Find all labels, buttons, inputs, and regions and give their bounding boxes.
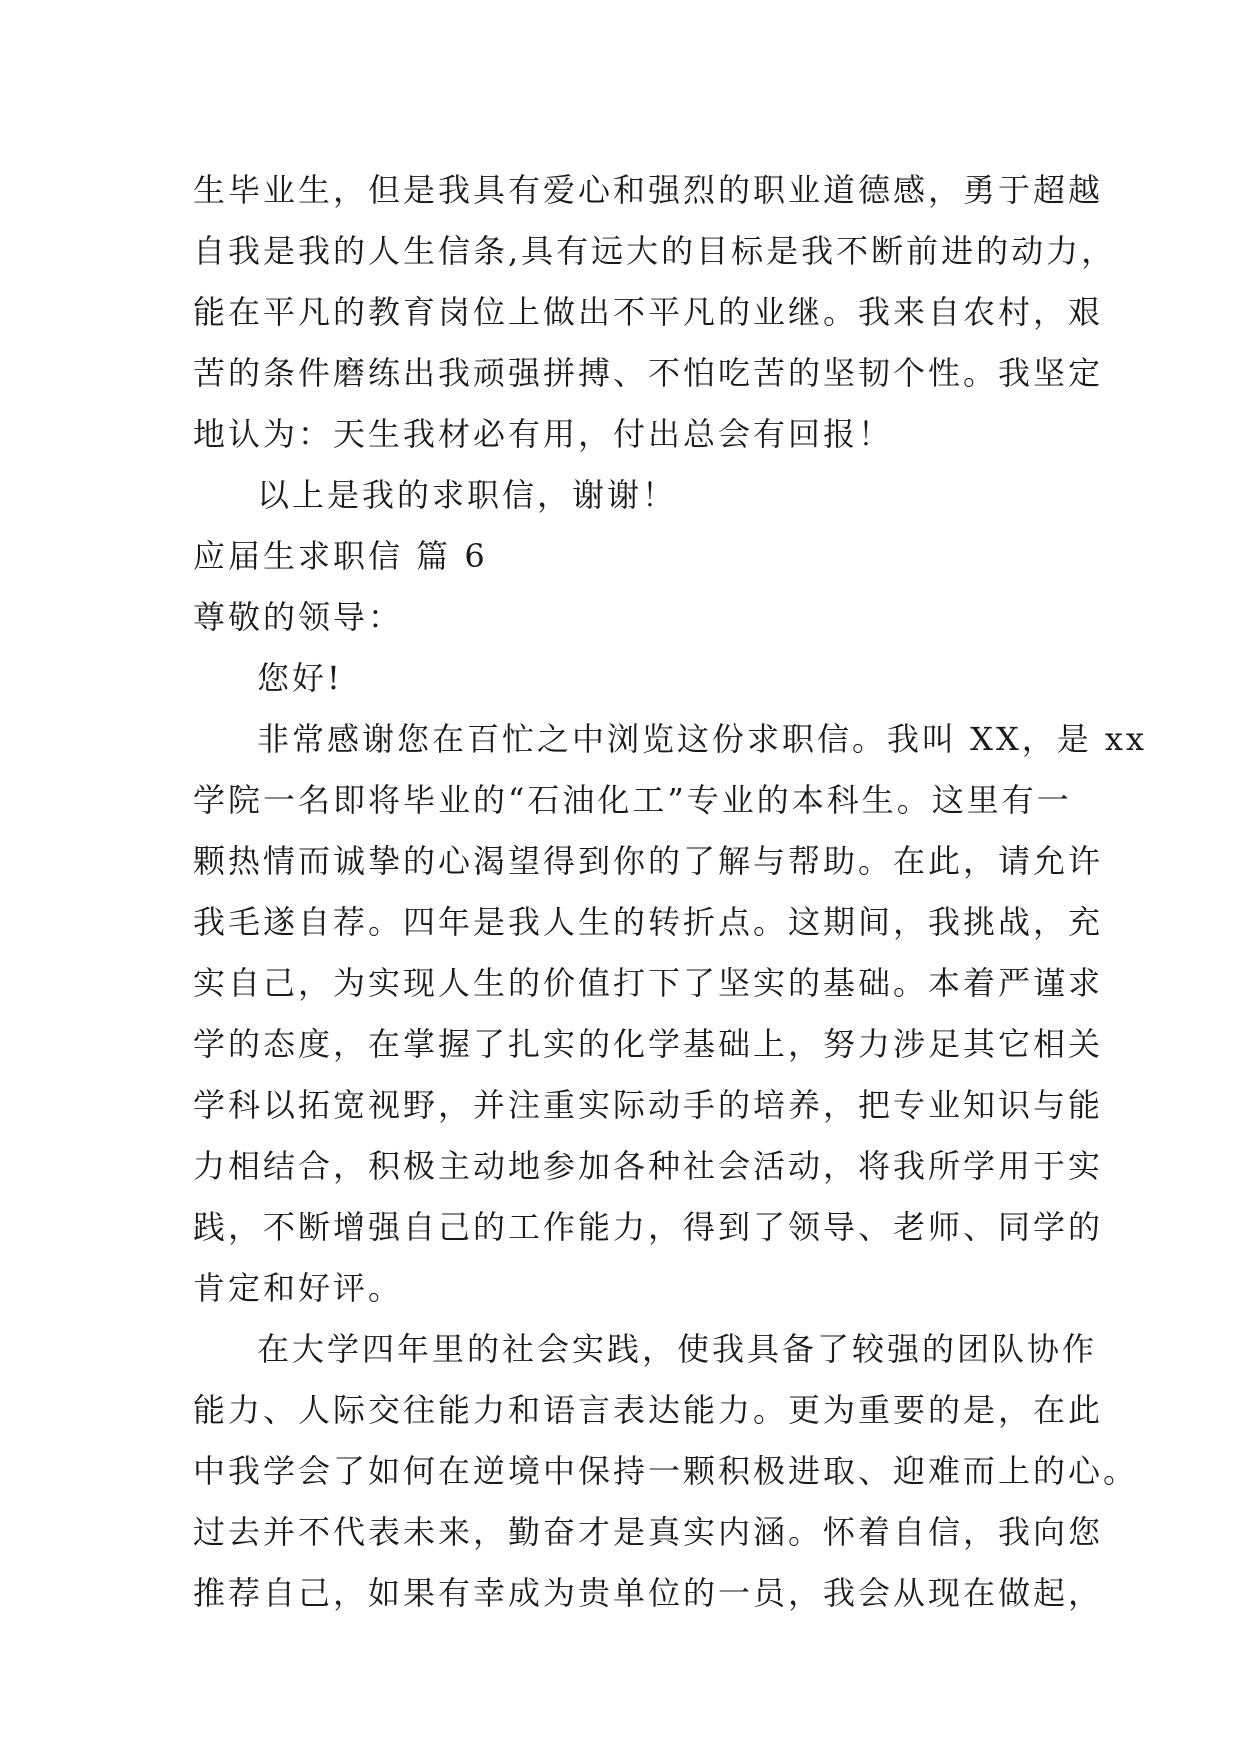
text-line: 自我是我的人生信条,具有远大的目标是我不断前进的动力，	[193, 232, 1117, 270]
text-line: 学科以拓宽视野，并注重实际动手的培养，把专业知识与能	[193, 1086, 1104, 1124]
text-line: 地认为：天生我材必有用，付出总会有回报！	[193, 415, 894, 453]
text-line: 推荐自己，如果有幸成为贵单位的一员，我会从现在做起，	[193, 1574, 1104, 1612]
text-line: 能力、人际交往能力和语言表达能力。更为重要的是，在此	[193, 1391, 1104, 1429]
text-line: 苦的条件磨练出我顽强拼搏、不怕吃苦的坚韧个性。我坚定	[193, 354, 1104, 392]
section-heading: 应届生求职信 篇 6	[193, 537, 488, 575]
text-line: 实自己，为实现人生的价值打下了坚实的基础。本着严谨求	[193, 964, 1104, 1002]
text-line: 学院一名即将毕业的“石油化工”专业的本科生。这里有一	[193, 781, 1072, 819]
salutation: 尊敬的领导：	[193, 598, 404, 636]
paragraph-start: 非常感谢您在百忙之中浏览这份求职信。我叫 XX，是 xx	[257, 720, 1148, 758]
greeting: 您好!	[257, 659, 343, 697]
document-body	[193, 160, 1148, 1624]
text-line: 颗热情而诚挚的心渴望得到你的了解与帮助。在此，请允许	[193, 842, 1104, 880]
text-line: 力相结合，积极主动地参加各种社会活动，将我所学用于实	[193, 1147, 1104, 1185]
text-line: 中我学会了如何在逆境中保持一颗积极进取、迎难而上的心。	[193, 1452, 1139, 1490]
text-line: 学的态度，在掌握了扎实的化学基础上，努力涉足其它相关	[193, 1025, 1104, 1063]
text-line: 我毛遂自荐。四年是我人生的转折点。这期间，我挑战，充	[193, 903, 1104, 941]
paragraph-start: 在大学四年里的社会实践，使我具备了较强的团队协作	[257, 1330, 1098, 1368]
closing-line: 以上是我的求职信，谢谢！	[257, 476, 678, 514]
text-line: 能在平凡的教育岗位上做出不平凡的业继。我来自农村，艰	[193, 293, 1104, 331]
text-line: 肯定和好评。	[193, 1269, 404, 1307]
text-line: 过去并不代表未来，勤奋才是真实内涵。怀着自信，我向您	[193, 1513, 1104, 1551]
text-line: 生毕业生，但是我具有爱心和强烈的职业道德感，勇于超越	[193, 171, 1104, 209]
text-line: 践，不断增强自己的工作能力，得到了领导、老师、同学的	[193, 1208, 1104, 1246]
